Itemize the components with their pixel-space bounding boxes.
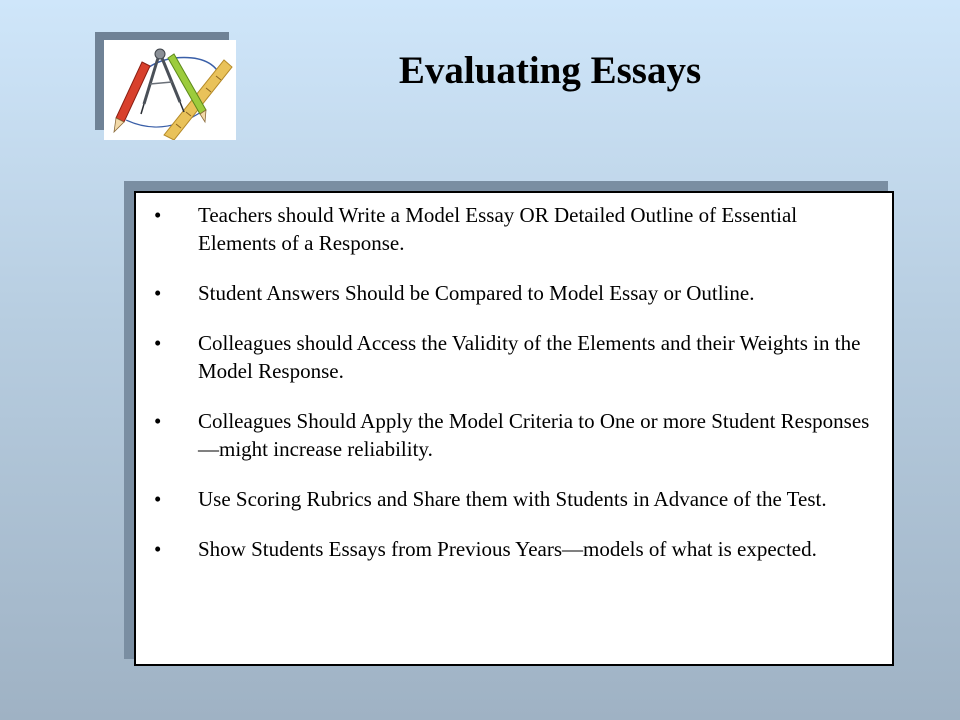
list-item (146, 279, 876, 307)
bullet-marker: • (154, 487, 162, 511)
bullet-marker: • (154, 281, 162, 305)
list-item (146, 485, 876, 513)
bullet-text: Colleagues Should Apply the Model Criteria to One or more Student Responses—might increase reliability. (198, 409, 870, 461)
bullet-marker: • (154, 203, 162, 227)
list-item (146, 407, 876, 463)
list-item (146, 201, 876, 257)
bullet-marker: • (154, 537, 162, 561)
bullet-text: Teachers should Write a Model Essay OR Detailed Outline of Essential Elements of a Response. (198, 203, 798, 255)
list-item (146, 329, 876, 385)
bullet-marker: • (154, 331, 162, 355)
bullet-marker: • (154, 409, 162, 433)
bullet-text: Student Answers Should be Compared to Model Essay or Outline. (198, 281, 755, 305)
page-title: Evaluating Essays (398, 49, 702, 92)
list-item (146, 535, 876, 563)
logo (104, 40, 236, 140)
bullet-text: Use Scoring Rubrics and Share them with Students in Advance of the Test. (198, 487, 827, 511)
bullet-list (146, 201, 876, 563)
drafting-tools-icon (104, 40, 236, 140)
bullet-text: Show Students Essays from Previous Years—models of what is expected. (198, 537, 817, 561)
content-box (134, 191, 894, 666)
bullet-text: Colleagues should Access the Validity of the Elements and their Weights in the Model Response. (198, 331, 861, 383)
